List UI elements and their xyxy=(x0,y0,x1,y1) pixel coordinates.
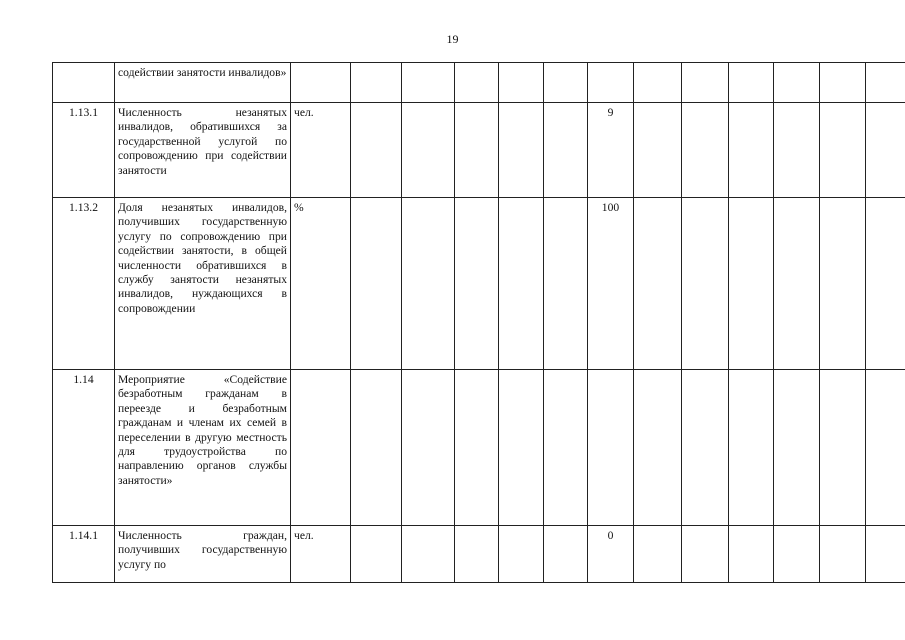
empty-cell xyxy=(774,370,820,526)
empty-cell xyxy=(682,103,729,198)
indicator-name: Мероприятие «Содействие безработным гражданам в переезде и безработным гражданам и членам их семей в переселении в другую местность для трудоустройства по направлению органов службы занятости» xyxy=(115,370,291,526)
empty-cell xyxy=(499,526,544,583)
empty-cell xyxy=(634,526,682,583)
unit-cell: чел. xyxy=(291,526,351,583)
empty-cell xyxy=(455,198,499,370)
unit-cell xyxy=(291,63,351,103)
empty-cell xyxy=(544,526,588,583)
empty-cell xyxy=(455,63,499,103)
empty-cell xyxy=(544,370,588,526)
indicator-table xyxy=(52,62,905,583)
empty-cell xyxy=(634,198,682,370)
empty-cell xyxy=(729,63,774,103)
empty-cell xyxy=(820,103,866,198)
empty-cell xyxy=(866,103,905,198)
row-number: 1.13.2 xyxy=(53,198,115,370)
unit-cell xyxy=(291,370,351,526)
empty-cell xyxy=(351,198,402,370)
empty-cell xyxy=(544,103,588,198)
row-number: 1.13.1 xyxy=(53,103,115,198)
empty-cell xyxy=(820,526,866,583)
empty-cell xyxy=(351,63,402,103)
empty-cell xyxy=(455,526,499,583)
empty-cell xyxy=(866,63,905,103)
value-cell xyxy=(588,370,634,526)
empty-cell xyxy=(820,370,866,526)
page-number: 19 xyxy=(446,32,459,46)
empty-cell xyxy=(682,198,729,370)
table-row xyxy=(53,526,905,583)
empty-cell xyxy=(499,63,544,103)
value-cell: 9 xyxy=(588,103,634,198)
empty-cell xyxy=(351,370,402,526)
indicator-name: Доля незанятых инвалидов, получивших государственную услугу по сопровождению при содействии занятости, в общей численности обратившихся в службу занятости незанятых инвалидов, нуждающихся в сопровождении xyxy=(115,198,291,370)
empty-cell xyxy=(774,526,820,583)
value-cell: 0 xyxy=(588,526,634,583)
empty-cell xyxy=(774,198,820,370)
empty-cell xyxy=(682,63,729,103)
empty-cell xyxy=(455,370,499,526)
empty-cell xyxy=(634,370,682,526)
empty-cell xyxy=(499,370,544,526)
table-row xyxy=(53,63,905,103)
value-cell xyxy=(588,63,634,103)
empty-cell xyxy=(729,526,774,583)
empty-cell xyxy=(351,103,402,198)
empty-cell xyxy=(499,103,544,198)
empty-cell xyxy=(820,198,866,370)
row-number: 1.14 xyxy=(53,370,115,526)
empty-cell xyxy=(866,526,905,583)
empty-cell xyxy=(774,63,820,103)
empty-cell xyxy=(774,103,820,198)
empty-cell xyxy=(634,103,682,198)
empty-cell xyxy=(402,526,455,583)
unit-cell: чел. xyxy=(291,103,351,198)
empty-cell xyxy=(682,526,729,583)
empty-cell xyxy=(455,103,499,198)
empty-cell xyxy=(729,198,774,370)
empty-cell xyxy=(499,198,544,370)
empty-cell xyxy=(351,526,402,583)
empty-cell xyxy=(634,63,682,103)
empty-cell xyxy=(729,103,774,198)
empty-cell xyxy=(729,370,774,526)
empty-cell xyxy=(866,198,905,370)
empty-cell xyxy=(820,63,866,103)
empty-cell xyxy=(866,370,905,526)
unit-cell: % xyxy=(291,198,351,370)
empty-cell xyxy=(402,198,455,370)
empty-cell xyxy=(402,63,455,103)
indicator-name: содействии занятости инвалидов» xyxy=(115,63,291,103)
row-number: 1.14.1 xyxy=(53,526,115,583)
table-row xyxy=(53,103,905,198)
indicator-name: Численность граждан, получивших государственную услугу по xyxy=(115,526,291,583)
value-cell: 100 xyxy=(588,198,634,370)
empty-cell xyxy=(402,370,455,526)
empty-cell xyxy=(544,198,588,370)
table-row xyxy=(53,370,905,526)
empty-cell xyxy=(402,103,455,198)
empty-cell xyxy=(544,63,588,103)
empty-cell xyxy=(682,370,729,526)
indicator-name: Численность незанятых инвалидов, обратившихся за государственной услугой по сопровождению при содействии занятости xyxy=(115,103,291,198)
table-row xyxy=(53,198,905,370)
row-number xyxy=(53,63,115,103)
